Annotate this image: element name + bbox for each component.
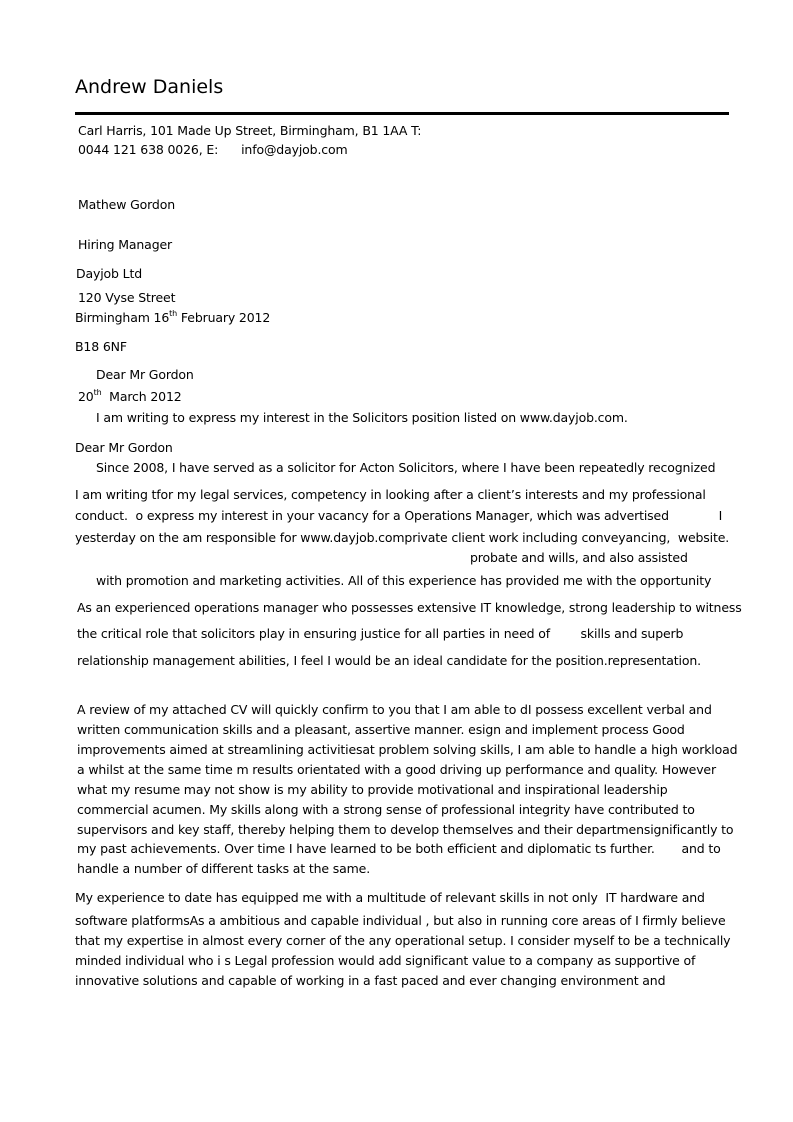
body-line: Since 2008, I have served as a solicitor for Acton Solicitors, where I have been repeatedly recognized	[96, 460, 716, 475]
body-line: A review of my attached CV will quickly confirm to you that I am able to dI possess excellent verbal and	[77, 702, 712, 717]
recipient-street: 120 Vyse Street	[78, 290, 176, 305]
header-rule	[75, 112, 729, 115]
body-line: handle a number of different tasks at the same.	[77, 861, 371, 876]
date2-prefix: 20	[78, 389, 94, 404]
contact-line-1: Carl Harris, 101 Made Up Street, Birmingham, B1 1AA T:	[78, 123, 422, 138]
city-date-prefix: Birmingham 16	[75, 310, 170, 325]
body-line: written communication skills and a pleasant, assertive manner. esign and implement process Good	[77, 722, 685, 737]
salutation-indent: Dear Mr Gordon	[96, 367, 194, 382]
recipient-title: Hiring Manager	[78, 237, 173, 252]
body-line: that my expertise in almost every corner of the any operational setup. I consider myself to be a technically	[75, 933, 731, 948]
date2-sup: th	[93, 387, 102, 397]
city-date-line	[75, 308, 271, 325]
contact-line-2: 0044 121 638 0026, E: info@dayjob.com	[78, 142, 348, 157]
body-line: As an experienced operations manager who possesses extensive IT knowledge, strong leadership to witness	[77, 600, 742, 615]
body-line: yesterday on the am responsible for www.dayjob.comprivate client work including conveyancing, website.	[75, 530, 730, 545]
city-date-sup: th	[169, 308, 178, 318]
body-line: relationship management abilities, I feel I would be an ideal candidate for the position.representation.	[77, 653, 701, 668]
body-line: what my resume may not show is my ability to provide motivational and inspirational leadership	[77, 782, 668, 797]
recipient-name: Mathew Gordon	[78, 197, 175, 212]
recipient-postcode: B18 6NF	[75, 339, 127, 354]
body-line: software platformsAs a ambitious and capable individual , but also in running core areas of I firmly believe	[75, 913, 726, 928]
body-line: I am writing to express my interest in the Solicitors position listed on www.dayjob.com.	[96, 410, 628, 425]
body-line: My experience to date has equipped me with a multitude of relevant skills in not only IT hardware and	[75, 890, 705, 905]
body-line: conduct. o express my interest in your vacancy for a Operations Manager, which was advertised I	[75, 508, 723, 523]
body-line: with promotion and marketing activities. All of this experience has provided me with the opportunity	[96, 573, 712, 588]
body-line: I am writing tfor my legal services, competency in looking after a client’s interests and my professional	[75, 487, 706, 502]
body-line: my past achievements. Over time I have learned to be both efficient and diplomatic ts further. and to	[77, 841, 721, 856]
body-line: innovative solutions and capable of working in a fast paced and ever changing environment and	[75, 973, 666, 988]
body-line: minded individual who i s Legal profession would add significant value to a company as supportive of	[75, 953, 696, 968]
body-line: a whilst at the same time m results orientated with a good driving up performance and quality. However	[77, 762, 716, 777]
recipient-company: Dayjob Ltd	[76, 266, 143, 281]
body-line: the critical role that solicitors play in ensuring justice for all parties in need of skills and superb	[77, 626, 684, 641]
date2-line	[78, 387, 182, 404]
date2-suffix: March 2012	[101, 389, 182, 404]
sender-name: Andrew Daniels	[75, 76, 224, 98]
body-line: improvements aimed at streamlining activitiesat problem solving skills, I am able to handle a high workload	[77, 742, 738, 757]
body-line: commercial acumen. My skills along with a strong sense of professional integrity have contributed to	[77, 802, 695, 817]
city-date-suffix: February 2012	[177, 310, 271, 325]
body-line: supervisors and key staff, thereby helping them to develop themselves and their departmensignificantly to	[77, 822, 734, 837]
body-line: probate and wills, and also assisted	[470, 550, 688, 565]
body-line: Dear Mr Gordon	[75, 440, 173, 455]
